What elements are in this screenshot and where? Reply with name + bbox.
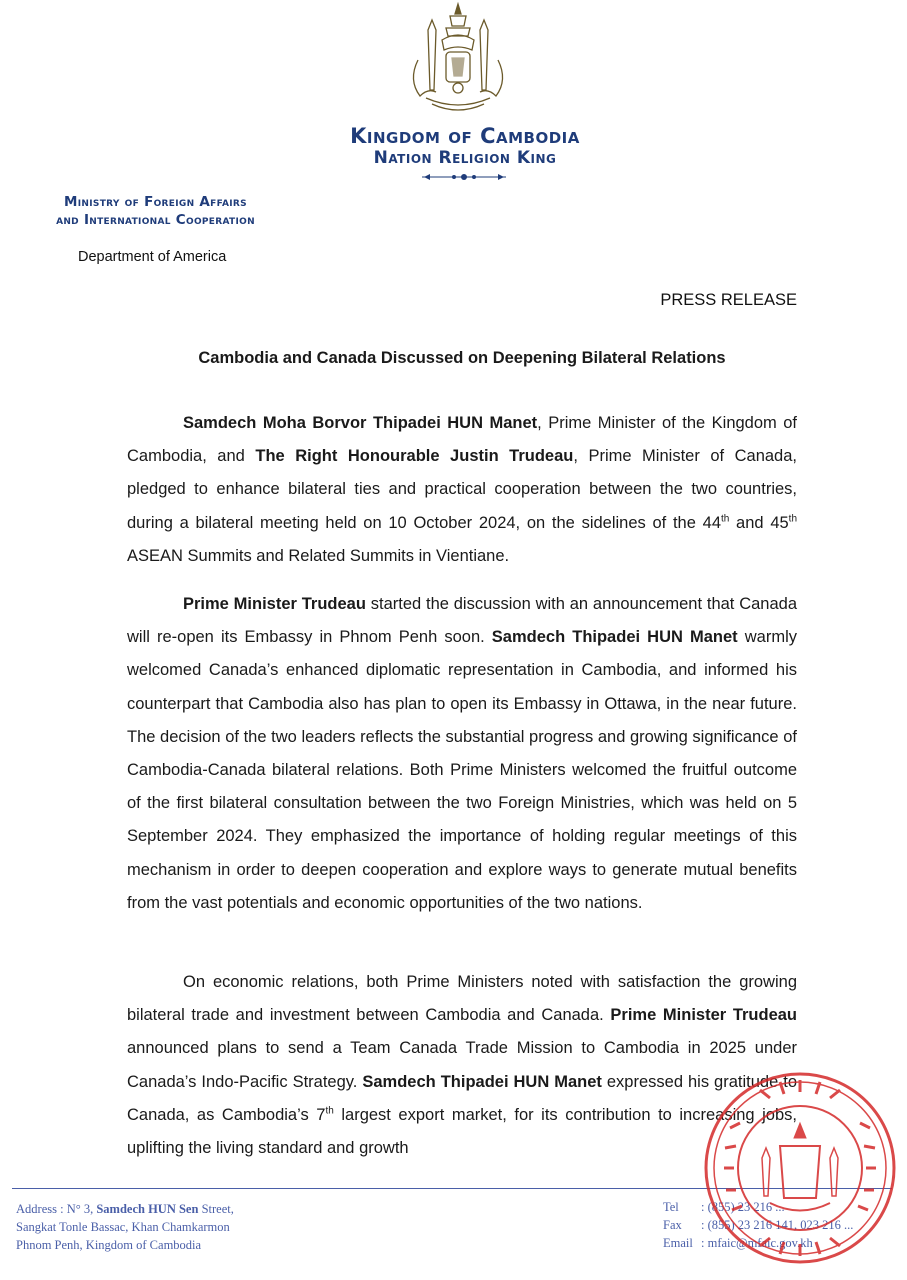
ordinal-number: 45	[770, 513, 789, 532]
text-run: , Prime Minister of the Kingdom of Cambodia, and	[127, 414, 797, 466]
ordinal-number: 44	[702, 513, 721, 532]
fax-value: : (855) 23 216 141, 023 216 ...	[701, 1218, 854, 1232]
national-motto: Nation Religion King	[373, 148, 557, 168]
ministry-name-line2: and International Cooperation	[56, 212, 255, 228]
address-line-2: Sangkat Tonle Bassac, Khan Chamkarmon	[16, 1220, 230, 1234]
address-line-1	[16, 1200, 234, 1218]
speaker-hun-manet: Samdech Moha Borvor Thipadei HUN Manet	[183, 414, 538, 432]
ordinal-suffix: th	[325, 1105, 334, 1117]
text-run: expressed his gratitude to Canada, as Cambodia’s	[127, 1072, 797, 1124]
ordinal-number: 7	[316, 1105, 326, 1124]
speaker-hun-manet: Samdech Thipadei HUN Manet	[362, 1072, 602, 1091]
ordinal-suffix: th	[788, 513, 798, 525]
press-release-title: Cambodia and Canada Discussed on Deepening Bilateral Relations	[198, 349, 726, 367]
address-prefix: Address : N° 3,	[16, 1202, 97, 1216]
paragraph-3	[127, 966, 797, 1175]
fax-label: Fax	[663, 1218, 682, 1232]
royal-emblem-icon	[398, 0, 518, 120]
speaker-trudeau: The Right Honourable Justin Trudeau	[255, 447, 574, 466]
text-run: , Prime Minister of Canada, pledged to enhance bilateral ties and practical cooperation between the two countries, during a bilateral meeting held on 10 October 2024, on the sidelines of the	[127, 447, 797, 532]
document-type: PRESS RELEASE	[660, 291, 797, 309]
text-run: ASEAN Summits and Related Summits in Vientiane.	[127, 546, 510, 565]
ordinal-suffix: th	[721, 513, 730, 525]
address-suffix: Street,	[198, 1202, 234, 1216]
address-street: Samdech HUN Sen	[96, 1202, 199, 1216]
tel-value: : (855) 23 216 ...	[701, 1200, 785, 1214]
text-run: largest export market, for its contribution to increasing jobs, uplifting the living standard and growth	[127, 1105, 797, 1158]
speaker-trudeau: Prime Minister Trudeau	[183, 595, 366, 613]
footer-address	[16, 1200, 234, 1254]
email-label: Email	[663, 1236, 693, 1250]
speaker-hun-manet: Samdech Thipadei HUN Manet	[491, 628, 738, 647]
text-run: announced plans to send a Team Canada Trade Mission to Cambodia in 2025 under Canada’s Indo-Pacific Strategy.	[127, 1039, 797, 1091]
tel-label: Tel	[663, 1200, 679, 1214]
speaker-trudeau: Prime Minister Trudeau	[610, 1006, 798, 1025]
paragraph-2	[127, 588, 797, 930]
ministry-name-line1: Ministry of Foreign Affairs	[64, 194, 247, 210]
text-run: started the discussion with an announcement that Canada will re-open its Embassy in Phnom Penh soon.	[127, 595, 797, 647]
department-name: Department of America	[78, 249, 227, 265]
official-seal-icon	[700, 1068, 900, 1268]
text-run: On economic relations, both Prime Ministers noted with satisfaction the growing bilateral trade and investment between Cambodia and Canada.	[127, 973, 797, 1025]
ornament-divider-icon	[420, 170, 508, 184]
kingdom-title: Kingdom of Cambodia	[350, 124, 580, 148]
paragraph-1	[127, 407, 797, 583]
text-run: and	[729, 513, 771, 532]
text-run: warmly welcomed Canada’s enhanced diplomatic representation in Cambodia, and informed his counterpart that Cambodia also has plan to open its Embassy in Ottawa, in the near future. The decision of the two leaders reflects the substantial progress and growing significance of Cambodia-Canada bilateral relations. Both Prime Ministers welcomed the fruitful outcome of the first bilateral consultation between the two Foreign Ministries, which was held on 5 September 2024. They emphasized the importance of holding regular meetings of this mechanism in order to deepen cooperation and explore ways to generate mutual benefits from the vast potentials and economic opportunities of the two nations.	[127, 628, 797, 912]
address-line-3: Phnom Penh, Kingdom of Cambodia	[16, 1238, 202, 1252]
email-value: : mfaic@mfaic.gov.kh	[701, 1236, 813, 1250]
